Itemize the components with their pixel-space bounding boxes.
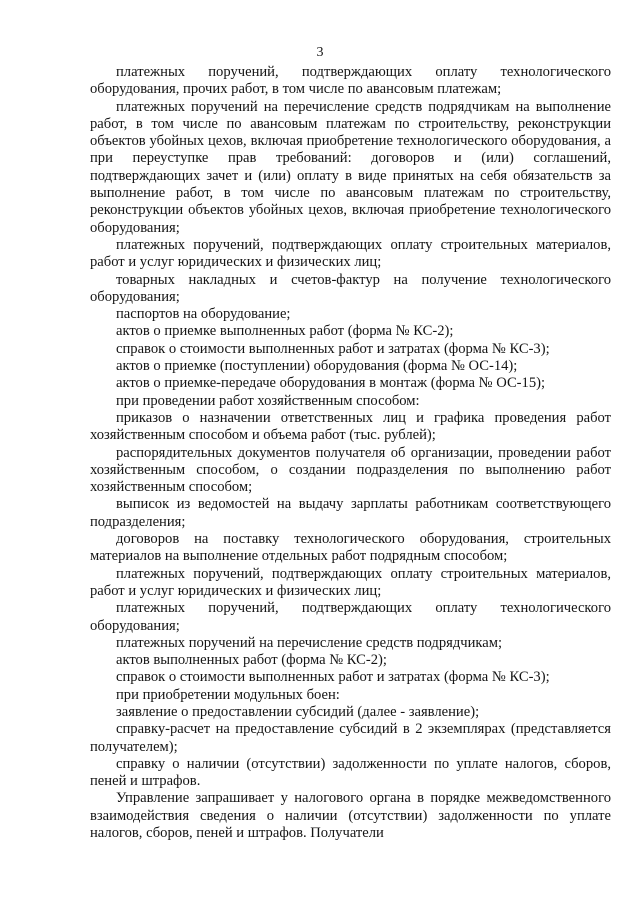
paragraph: платежных поручений, подтверждающих оплату технологического оборудования, прочих работ, в том числе по авансовым платежам; [90,64,611,98]
paragraph: справку о наличии (отсутствии) задолженности по уплате налогов, сборов, пеней и штрафов. [90,755,611,790]
paragraph: актов выполненных работ (форма № КС-2); [116,652,387,669]
paragraph: при проведении работ хозяйственным способом: [116,392,420,409]
paragraph: выписок из ведомостей на выдачу зарплаты работникам соответствующего подразделения; [90,496,611,530]
paragraph: приказов о назначении ответственных лиц и графика проведения работ хозяйственным способом и объема работ (тыс. рублей); [90,409,611,444]
paragraph: при приобретении модульных боен: [116,686,340,703]
paragraph: заявление о предоставлении субсидий (далее - заявление); [116,703,480,720]
body-text [90,64,611,842]
paragraph: актов о приемке-передаче оборудования в монтаж (форма № ОС-15); [116,375,546,392]
page-number: 3 [316,45,324,60]
paragraph: распорядительных документов получателя об организации, проведении работ хозяйственным способом, о создании подразделения по выполнению работ хозяйственным способом; [90,444,611,496]
paragraph: платежных поручений, подтверждающих оплату строительных материалов, работ и услуг юридических и физических лиц; [90,565,611,599]
paragraph: платежных поручений, подтверждающих оплату технологического оборудования; [90,600,611,634]
paragraph: справок о стоимости выполненных работ и затратах (форма № КС-3); [116,669,550,686]
paragraph: договоров на поставку технологического оборудования, строительных материалов на выполнение отдельных работ подрядным способом; [90,531,611,565]
paragraph: справку-расчет на предоставление субсидий в 2 экземплярах (представляется получателем); [90,721,611,755]
paragraph: актов о приемке выполненных работ (форма № КС-2); [116,323,454,340]
paragraph: платежных поручений, подтверждающих оплату строительных материалов, работ и услуг юридических и физических лиц; [90,236,611,271]
paragraph: платежных поручений на перечисление средств подрядчикам; [116,634,503,651]
paragraph: справок о стоимости выполненных работ и затратах (форма № КС-3); [116,340,550,357]
paragraph: Управление запрашивает у налогового органа в порядке межведомственного взаимодействия сведения о наличии (отсутствии) задолженности по уплате налогов, сборов, пеней и штрафов. Получатели [90,790,611,842]
paragraph: платежных поручений на перечисление средств подрядчикам на выполнение работ, в том числе по авансовым платежам по строительству, реконструкции объектов убойных цехов, включая приобретение технологического оборудования, а при переуступке прав требований: договоров и (или) соглашений, подтверждающих зачет и (или) оплату в виде принятых на себя обязательств за выполнение работ, в том числе по авансовым платежам по строительству, реконструкции объектов убойных цехов, включая приобретение технологического оборудования; [90,98,611,236]
paragraph: товарных накладных и счетов-фактур на получение технологического оборудования; [90,271,611,305]
paragraph: актов о приемке (поступлении) оборудования (форма № ОС-14); [116,358,518,375]
paragraph: паспортов на оборудование; [116,306,291,323]
